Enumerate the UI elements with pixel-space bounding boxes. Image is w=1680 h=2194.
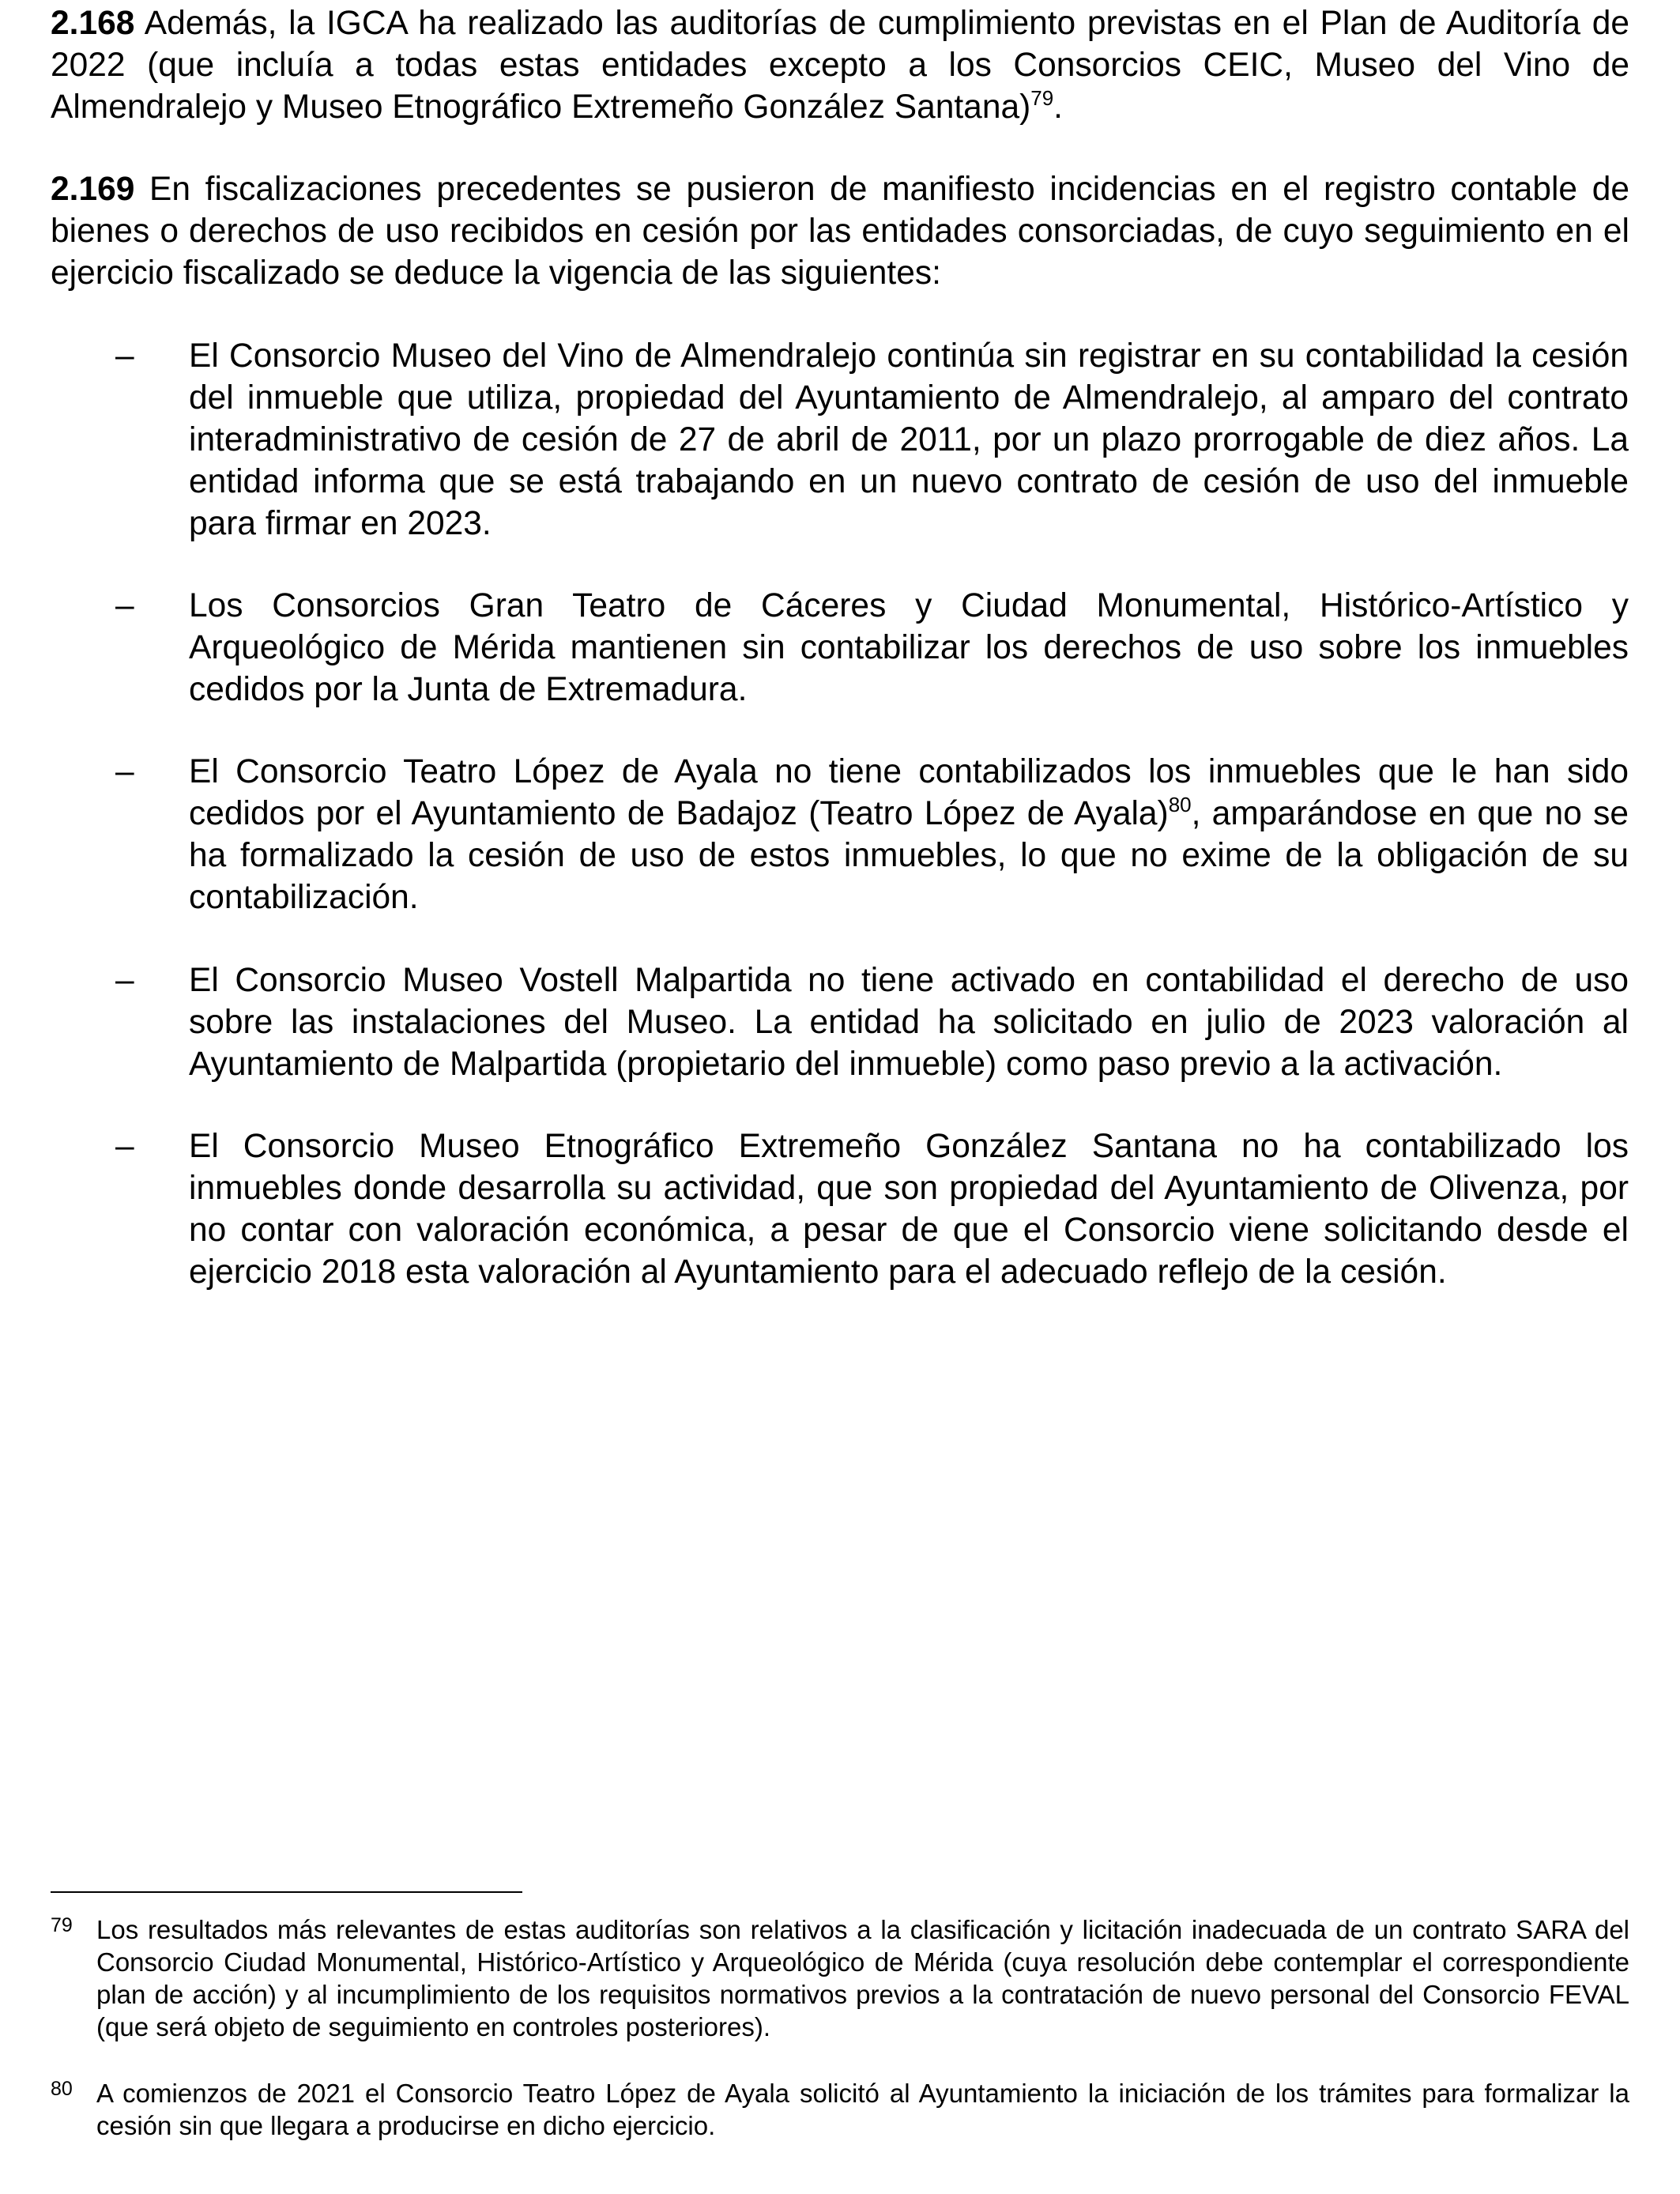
list-item-text: Los Consorcios Gran Teatro de Cáceres y Ciudad Monumental, Histórico-Artístico y Arqueológico de Mérida mantienen sin contabilizar los derechos de uso sobre los inmuebles cedidos por la Junta de Extremadura.	[189, 587, 1629, 708]
dash-bullet-icon: –	[115, 587, 134, 624]
dash-bullet-icon: –	[115, 337, 134, 375]
list-item-text-end: , amparándose en que no se ha formalizado la cesión de uso de estos inmuebles, lo que no exime de la obligación de su contabilización.	[189, 795, 1629, 916]
list-item-text: El Consorcio Museo Vostell Malpartida no tiene activado en contabilidad el derecho de uso sobre las instalaciones del Museo. La entidad ha solicitado en julio de 2023 valoración al Ayuntamiento de Malpartida (propietario del inmueble) como paso previo a la activación.	[189, 962, 1629, 1083]
list-item-text: El Consorcio Museo Etnográfico Extremeño González Santana no ha contabilizado los inmuebles donde desarrolla su actividad, que son propiedad del Ayuntamiento de Olivenza, por no contar con valoración económica, a pesar de que el Consorcio viene solicitando desde el ejercicio 2018 esta valoración al Ayuntamiento para el adecuado reflejo de la cesión.	[189, 1128, 1629, 1291]
paragraph-2-169	[51, 168, 1629, 294]
footnote-text: Los resultados más relevantes de estas auditorías son relativos a la clasificación y licitación inadecuada de un contrato SARA del Consorcio Ciudad Monumental, Histórico-Artístico y Arqueológico de Mérida (cuya resolución debe contemplar el correspondiente plan de acción) y al incumplimiento de los requisitos normativos previos a la contratación de nuevo personal del Consorcio FEVAL (que será objeto de seguimiento en controles posteriores).	[96, 1915, 1629, 2041]
footnote-separator	[51, 1891, 522, 1893]
footnote-reference-79[interactable]: 79	[1030, 86, 1054, 110]
paragraph-text: Además, la IGCA ha realizado las auditorías de cumplimiento previstas en el Plan de Auditoría de 2022 (que incluía a todas estas entidades excepto a los Consorcios CEIC, Museo del Vino de Almendralejo y Museo Etnográfico Extremeño González Santana)	[51, 5, 1629, 126]
list-item-text	[189, 751, 1629, 918]
dash-bullet-icon: –	[115, 962, 134, 999]
paragraph-number: 2.169	[51, 171, 135, 208]
paragraph-text-end: .	[1053, 89, 1063, 126]
footnote-text: A comienzos de 2021 el Consorcio Teatro López de Ayala solicitó al Ayuntamiento la iniciación de los trámites para formalizar la cesión sin que llegara a producirse en dicho ejercicio.	[96, 2079, 1629, 2140]
paragraph-2-168	[51, 2, 1629, 128]
list-item-text-start: El Consorcio Teatro López de Ayala no tiene contabilizados los inmuebles que le han sido cedidos por el Ayuntamiento de Badajoz (Teatro López de Ayala)	[189, 753, 1629, 832]
footnote-number: 79	[51, 1914, 73, 1936]
dash-bullet-icon: –	[115, 753, 134, 790]
footnote-reference-80[interactable]: 80	[1168, 793, 1192, 816]
list-item-text: El Consorcio Museo del Vino de Almendralejo continúa sin registrar en su contabilidad la cesión del inmueble que utiliza, propiedad del Ayuntamiento de Almendralejo, al amparo del contrato interadministrativo de cesión de 27 de abril de 2011, por un plazo prorrogable de diez años. La entidad informa que se está trabajando en un nuevo contrato de cesión de uso del inmueble para firmar en 2023.	[189, 337, 1629, 542]
paragraph-number: 2.168	[51, 5, 135, 42]
footnote-number: 80	[51, 2078, 73, 2100]
dash-bullet-icon: –	[115, 1128, 134, 1165]
paragraph-text: En fiscalizaciones precedentes se pusieron de manifiesto incidencias en el registro contable de bienes o derechos de uso recibidos en cesión por las entidades consorciadas, de cuyo seguimiento en el ejercicio fiscalizado se deduce la vigencia de las siguientes:	[51, 171, 1629, 292]
